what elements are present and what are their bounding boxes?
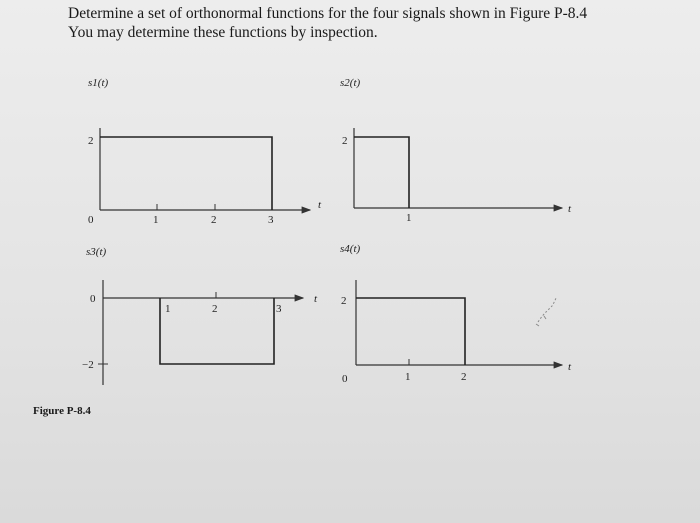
s3-y-tick-neg2: −2 bbox=[82, 359, 94, 371]
s4-y-tick-0: 0 bbox=[342, 373, 348, 385]
s4-x-tick-2: 2 bbox=[461, 371, 467, 383]
s4-t-label: t bbox=[568, 361, 572, 373]
s1-x-tick-2: 2 bbox=[211, 214, 217, 226]
problem-line-1: Determine a set of orthonormal functions for the four signals shown in Figure P-8.4 bbox=[68, 5, 588, 22]
s3-x-tick-1: 1 bbox=[165, 303, 171, 315]
s3-t-label: t bbox=[314, 293, 318, 305]
s1-x-tick-1: 1 bbox=[153, 214, 159, 226]
s1-y-tick-0: 0 bbox=[88, 214, 94, 226]
s2-signal bbox=[354, 137, 409, 208]
s2-t-label: t bbox=[568, 203, 572, 215]
plot-s4 bbox=[340, 243, 572, 385]
problem-line-2: You may determine these functions by inspection. bbox=[68, 24, 378, 41]
s1-title: s1(t) bbox=[88, 77, 109, 89]
s1-t-label: t bbox=[318, 199, 322, 211]
s4-signal bbox=[356, 298, 465, 365]
s4-title: s4(t) bbox=[340, 243, 361, 255]
s4-x-tick-1: 1 bbox=[405, 371, 411, 383]
plot-s2 bbox=[340, 77, 572, 224]
s1-x-tick-3: 3 bbox=[268, 214, 274, 226]
s1-y-tick-2: 2 bbox=[88, 135, 94, 147]
s3-x-tick-3: 3 bbox=[276, 303, 282, 315]
s1-signal bbox=[100, 137, 272, 210]
s2-x-tick-1: 1 bbox=[406, 212, 412, 224]
s3-title: s3(t) bbox=[86, 246, 107, 258]
plot-s3 bbox=[82, 246, 318, 385]
pencil-scribble bbox=[536, 298, 556, 326]
plot-s1 bbox=[88, 77, 322, 226]
figure-caption: Figure P-8.4 bbox=[33, 405, 91, 417]
s2-title: s2(t) bbox=[340, 77, 361, 89]
s2-y-tick-2: 2 bbox=[342, 135, 348, 147]
s3-y-tick-0: 0 bbox=[90, 293, 96, 305]
s4-y-tick-2: 2 bbox=[341, 295, 347, 307]
s3-x-tick-2: 2 bbox=[212, 303, 218, 315]
